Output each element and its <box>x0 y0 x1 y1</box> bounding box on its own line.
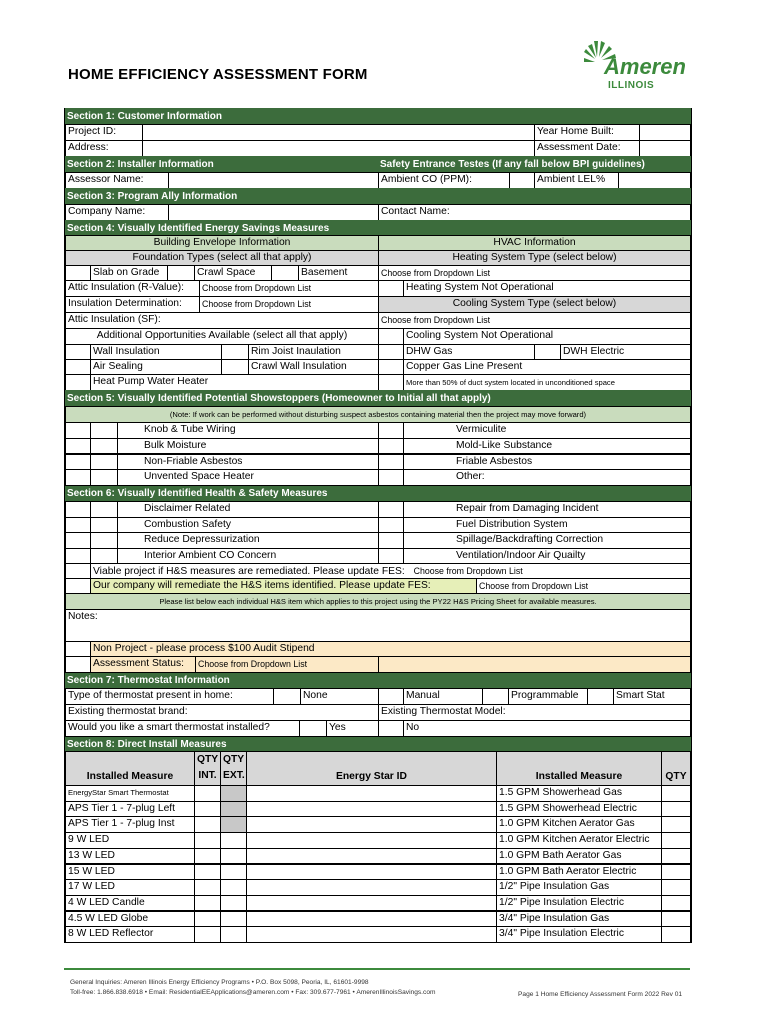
copper-checkbox[interactable] <box>378 359 404 375</box>
year-built-field[interactable] <box>639 124 691 141</box>
energy-star-id-cell[interactable] <box>246 801 497 818</box>
viable-row <box>90 563 691 579</box>
showstopper-right-checkbox[interactable] <box>378 469 404 486</box>
thermostat-brand-label: Existing thermostat brand: <box>65 704 379 721</box>
thermostat-type-label: Type of thermostat present in home: <box>65 688 274 705</box>
assessment-status-fill <box>378 656 691 673</box>
measure-left: 13 W LED <box>65 848 195 865</box>
thermostat-model-label: Existing Thermostat Model: <box>378 704 691 721</box>
measure-left: 4 W LED Candle <box>65 895 195 912</box>
company-label: Company Name: <box>65 204 169 221</box>
copper-label: Copper Gas Line Present <box>403 359 691 375</box>
measure-left: 9 W LED <box>65 832 195 849</box>
hs-right-label: Fuel Distribution System <box>403 517 691 534</box>
measure-right: 1.5 GPM Showerhead Gas <box>496 785 662 802</box>
crawl-wall-checkbox[interactable] <box>221 359 249 375</box>
measure-right: 1/2" Pipe Insulation Gas <box>496 879 662 896</box>
smart-checkbox[interactable] <box>587 688 614 705</box>
status-spacer <box>65 656 91 673</box>
hs-right-checkbox[interactable] <box>378 517 404 534</box>
hs-left-checkbox[interactable] <box>90 548 118 565</box>
heating-not-op-label: Heating System Not Operational <box>403 280 691 297</box>
remediate-checkbox[interactable] <box>65 578 91 594</box>
showstopper-left-checkbox[interactable] <box>90 454 118 471</box>
heating-dropdown[interactable]: Choose from Dropdown List <box>378 265 691 281</box>
non-project-label: Non Project - please process $100 Audit Stipend <box>90 641 691 657</box>
ambient-lel-label: Ambient LEL% <box>534 172 619 189</box>
qty-right-cell[interactable] <box>661 926 691 943</box>
hs-right-checkbox[interactable] <box>378 548 404 565</box>
assessment-form <box>64 108 692 943</box>
measure-right: 1.5 GPM Showerhead Electric <box>496 801 662 818</box>
qty-ext-cell[interactable] <box>220 879 247 896</box>
basement-checkbox[interactable] <box>271 265 299 281</box>
attic-r-label: Attic Insulation (R-Value): <box>65 280 200 297</box>
hs-left-label: Interior Ambient CO Concern <box>117 548 379 565</box>
air-sealing-label: Air Sealing <box>90 359 222 375</box>
qty-int-cell[interactable] <box>194 801 221 818</box>
measure-left: 17 W LED <box>65 879 195 896</box>
notes-label: Notes: <box>68 611 98 622</box>
hs-left-checkbox[interactable] <box>90 501 118 518</box>
measure-right: 3/4" Pipe Insulation Gas <box>496 911 662 928</box>
hs-list-note: Please list below each individual H&S item which applies to this project using the PY22 H&S Pricing Sheet for available measures. <box>65 593 691 610</box>
qty-ext-cell[interactable] <box>220 848 247 865</box>
qty-right-cell[interactable] <box>661 864 691 881</box>
smart-q-label: Would you like a smart thermostat installed? <box>65 720 300 737</box>
hs-right-label: Repair from Damaging Incident <box>403 501 691 518</box>
hs-right-checkbox[interactable] <box>378 501 404 518</box>
ambient-lel-field[interactable] <box>618 172 691 189</box>
hs-right-checkbox[interactable] <box>378 532 404 549</box>
assessor-field[interactable] <box>168 172 379 189</box>
measure-right: 1.0 GPM Kitchen Aerator Electric <box>496 832 662 849</box>
none-label: None <box>300 688 379 705</box>
installed-measure-header-right: Installed Measure <box>496 751 662 786</box>
qty-ext-qty: QTY <box>223 754 245 765</box>
qty-int-cell[interactable] <box>194 816 221 833</box>
manual-checkbox[interactable] <box>378 688 404 705</box>
qty-right-cell[interactable] <box>661 785 691 802</box>
ambient-co-label: Ambient CO (PPM): <box>378 172 510 189</box>
measure-left: 15 W LED <box>65 864 195 881</box>
rim-joist-label: Rim Joist Inaulation <box>248 344 379 360</box>
none-checkbox[interactable] <box>273 688 301 705</box>
section2-header: Section 2: Installer Information <box>65 156 379 173</box>
address-field[interactable] <box>142 140 535 157</box>
section5-header: Section 5: Visually Identified Potential Showstoppers (Homeowner to Initial all that apply) <box>65 390 691 407</box>
safety-tests-header: Safety Entrance Testes (If any fall below BPI guidelines) <box>378 156 691 173</box>
showstopper-right-checkbox[interactable] <box>378 454 404 471</box>
qty-int-label: INT. <box>198 770 217 781</box>
showstopper-spacer <box>65 438 91 455</box>
ameren-logo <box>584 38 696 98</box>
energy-star-id-cell[interactable] <box>246 816 497 833</box>
heating-type-header: Heating System Type (select below) <box>378 250 691 266</box>
attic-sf-label: Attic Insulation (SF): <box>65 312 379 329</box>
section3-header: Section 3: Program Ally Information <box>65 188 691 205</box>
wall-ins-checkbox[interactable] <box>65 344 91 360</box>
qty-ext-label: EXT. <box>223 770 245 781</box>
duct-label: More than 50% of duct system located in unconditioned space <box>403 374 691 391</box>
addl-opps-label: Additional Opportunities Available (select all that apply) <box>65 328 379 345</box>
qty-int-cell[interactable] <box>194 926 221 943</box>
qty-int-header <box>194 751 221 786</box>
qty-header-right: QTY <box>661 751 691 786</box>
basement-label: Basement <box>298 265 379 281</box>
hs-left-label: Disclaimer Related <box>117 501 379 518</box>
showstopper-left-checkbox[interactable] <box>90 422 118 439</box>
envelope-header: Building Envelope Information <box>65 235 379 251</box>
qty-right-cell[interactable] <box>661 911 691 928</box>
duct-checkbox[interactable] <box>378 374 404 391</box>
section4-header: Section 4: Visually Identified Energy Savings Measures <box>65 220 691 237</box>
dhw-gas-checkbox[interactable] <box>378 344 404 360</box>
brand-name: Ameren <box>604 54 686 79</box>
brand-sub: ILLINOIS <box>608 80 655 91</box>
remediate-dropdown[interactable]: Choose from Dropdown List <box>476 578 691 594</box>
showstopper-right-label: Vermiculite <box>403 422 691 439</box>
installed-measure-header-left: Installed Measure <box>65 751 195 786</box>
showstopper-right-label: Mold-Like Substance <box>403 438 691 455</box>
showstopper-spacer <box>65 469 91 486</box>
crawl-wall-label: Crawl Wall Insulation <box>248 359 379 375</box>
qty-right-cell[interactable] <box>661 879 691 896</box>
qty-right-cell[interactable] <box>661 801 691 818</box>
attic-r-dropdown[interactable]: Choose from Dropdown List <box>199 280 379 297</box>
asbestos-note: (Note: If work can be performed without disturbing suspect asbestos containing material then the project may move forward) <box>65 406 691 423</box>
energy-star-id-cell[interactable] <box>246 832 497 849</box>
hs-spacer <box>65 501 91 518</box>
project-id-field[interactable] <box>142 124 535 141</box>
yes-label: Yes <box>326 720 379 737</box>
heating-not-op-checkbox[interactable] <box>378 280 404 297</box>
section1-header: Section 1: Customer Information <box>65 108 691 125</box>
programmable-label: Programmable <box>508 688 588 705</box>
qty-right-cell[interactable] <box>661 816 691 833</box>
contact-label: Contact Name: <box>378 204 691 221</box>
measure-left: APS Tier 1 - 7-plug Inst <box>65 816 195 833</box>
footer-line1: General Inquiries: Ameren Illinois Energy Efficiency Programs • P.O. Box 5098, Peoria, IL, 61601-9998 <box>70 979 369 986</box>
page-title: HOME EFFICIENCY ASSESSMENT FORM <box>68 66 368 83</box>
hs-right-label: Ventilation/Indoor Air Quailty <box>403 548 691 565</box>
showstopper-left-label: Knob & Tube Wiring <box>117 422 379 439</box>
assessment-status-label: Assessment Status: <box>90 656 196 673</box>
showstopper-left-checkbox[interactable] <box>90 438 118 455</box>
footer-line2: Toll-free: 1.866.838.6918 • Email: ResidentialEEApplications@ameren.com • Fax: 309.677-7961 • AmerenIllinoisSavings.com <box>70 989 436 996</box>
hpwh-label: Heat Pump Water Heater <box>90 374 379 391</box>
no-label: No <box>403 720 691 737</box>
remediate-label: Our company will remediate the H&S items identified. Please update FES: <box>90 578 477 594</box>
measure-left: 8 W LED Reflector <box>65 926 195 943</box>
energy-star-id-cell[interactable] <box>246 879 497 896</box>
hs-right-label: Spillage/Backdrafting Correction <box>403 532 691 549</box>
qty-int-qty: QTY <box>197 754 219 765</box>
footer-divider <box>64 968 690 970</box>
wall-ins-label: Wall Insulation <box>90 344 222 360</box>
qty-ext-cell <box>220 816 247 833</box>
qty-int-cell[interactable] <box>194 911 221 928</box>
dhw-gas-label: DHW Gas <box>403 344 535 360</box>
hs-left-label: Reduce Depressurization <box>117 532 379 549</box>
hvac-header: HVAC Information <box>378 235 691 251</box>
footer-page: Page 1 Home Efficiency Assessment Form 2022 Rev 01 <box>518 991 683 998</box>
measure-left: APS Tier 1 - 7-plug Left <box>65 801 195 818</box>
qty-int-cell[interactable] <box>194 879 221 896</box>
qty-ext-cell[interactable] <box>220 832 247 849</box>
qty-int-cell[interactable] <box>194 785 221 802</box>
energy-star-id-cell[interactable] <box>246 864 497 881</box>
programmable-checkbox[interactable] <box>482 688 509 705</box>
qty-int-cell[interactable] <box>194 848 221 865</box>
crawl-checkbox[interactable] <box>167 265 195 281</box>
hpwh-checkbox[interactable] <box>65 374 91 391</box>
measure-right: 1/2" Pipe Insulation Electric <box>496 895 662 912</box>
measure-left: 4.5 W LED Globe <box>65 911 195 928</box>
showstopper-right-label: Other: <box>403 469 691 486</box>
qty-ext-cell[interactable] <box>220 911 247 928</box>
hs-spacer <box>65 517 91 534</box>
measure-right: 1.0 GPM Kitchen Aerator Gas <box>496 816 662 833</box>
address-label: Address: <box>65 140 143 157</box>
hs-left-checkbox[interactable] <box>90 517 118 534</box>
assessment-date-label: Assessment Date: <box>534 140 640 157</box>
section6-header: Section 6: Visually Identified Health & Safety Measures <box>65 485 691 502</box>
yes-checkbox[interactable] <box>299 720 327 737</box>
hs-spacer <box>65 532 91 549</box>
ambient-co-field[interactable] <box>509 172 535 189</box>
qty-ext-cell <box>220 801 247 818</box>
manual-label: Manual <box>403 688 483 705</box>
notes-field[interactable] <box>65 609 691 642</box>
energy-star-id-header: Energy Star ID <box>246 751 497 786</box>
air-sealing-checkbox[interactable] <box>65 359 91 375</box>
hs-spacer <box>65 548 91 565</box>
qty-int-cell[interactable] <box>194 864 221 881</box>
showstopper-left-label: Bulk Moisture <box>117 438 379 455</box>
showstopper-spacer <box>65 422 91 439</box>
qty-ext-header <box>220 751 247 786</box>
crawl-label: Crawl Space <box>194 265 272 281</box>
slab-checkbox[interactable] <box>65 265 91 281</box>
section7-header: Section 7: Thermostat Information <box>65 673 691 689</box>
hs-left-checkbox[interactable] <box>90 532 118 549</box>
measure-right: 1.0 GPM Bath Aerator Electric <box>496 864 662 881</box>
smart-label: Smart Stat <box>613 688 691 705</box>
qty-int-cell[interactable] <box>194 832 221 849</box>
cooling-not-op-checkbox[interactable] <box>378 328 404 345</box>
measure-right: 3/4" Pipe Insulation Electric <box>496 926 662 943</box>
showstopper-left-label: Non-Friable Asbestos <box>117 454 379 471</box>
qty-int-cell[interactable] <box>194 895 221 912</box>
energy-star-id-cell[interactable] <box>246 926 497 943</box>
year-built-label: Year Home Built: <box>534 124 640 141</box>
rim-joist-checkbox[interactable] <box>221 344 249 360</box>
dhw-elec-checkbox[interactable] <box>534 344 561 360</box>
non-project-checkbox[interactable] <box>65 641 91 657</box>
qty-ext-cell[interactable] <box>220 895 247 912</box>
cooling-dropdown[interactable]: Choose from Dropdown List <box>378 312 691 329</box>
energy-star-id-cell[interactable] <box>246 848 497 865</box>
energy-star-id-cell[interactable] <box>246 785 497 802</box>
qty-ext-cell[interactable] <box>220 864 247 881</box>
ins-det-label: Insulation Determination: <box>65 296 200 313</box>
qty-right-cell[interactable] <box>661 832 691 849</box>
project-id-label: Project ID: <box>65 124 143 141</box>
measure-right: 1.0 GPM Bath Aerator Gas <box>496 848 662 865</box>
qty-right-cell[interactable] <box>661 895 691 912</box>
cooling-not-op-label: Cooling System Not Operational <box>403 328 691 345</box>
foundation-header: Foundation Types (select all that apply) <box>65 250 379 266</box>
assessment-status-dropdown[interactable]: Choose from Dropdown List <box>195 656 379 673</box>
energy-star-id-cell[interactable] <box>246 895 497 912</box>
energy-star-id-cell[interactable] <box>246 911 497 928</box>
showstopper-spacer <box>65 454 91 471</box>
slab-label: Slab on Grade <box>90 265 168 281</box>
showstopper-right-checkbox[interactable] <box>378 438 404 455</box>
ins-det-dropdown[interactable]: Choose from Dropdown List <box>199 296 379 313</box>
dhw-elec-label: DWH Electric <box>560 344 691 360</box>
hs-left-label: Combustion Safety <box>117 517 379 534</box>
showstopper-left-checkbox[interactable] <box>90 469 118 486</box>
assessor-label: Assessor Name: <box>65 172 169 189</box>
section8-header: Section 8: Direct Install Measures <box>65 737 691 752</box>
showstopper-right-label: Friable Asbestos <box>403 454 691 471</box>
qty-ext-cell <box>220 785 247 802</box>
showstopper-right-checkbox[interactable] <box>378 422 404 439</box>
company-field[interactable] <box>168 204 379 221</box>
no-checkbox[interactable] <box>378 720 404 737</box>
showstopper-left-label: Unvented Space Heater <box>117 469 379 486</box>
cooling-type-header: Cooling System Type (select below) <box>378 296 691 313</box>
assessment-date-field[interactable] <box>639 140 691 157</box>
viable-dropdown[interactable]: Choose from Dropdown List <box>413 566 523 576</box>
qty-right-cell[interactable] <box>661 848 691 865</box>
measure-left: EnergyStar Smart Thermostat <box>65 785 195 802</box>
qty-ext-cell[interactable] <box>220 926 247 943</box>
viable-label: Viable project if H&S measures are remediated. Please update FES: <box>93 566 405 577</box>
viable-checkbox[interactable] <box>65 563 91 579</box>
